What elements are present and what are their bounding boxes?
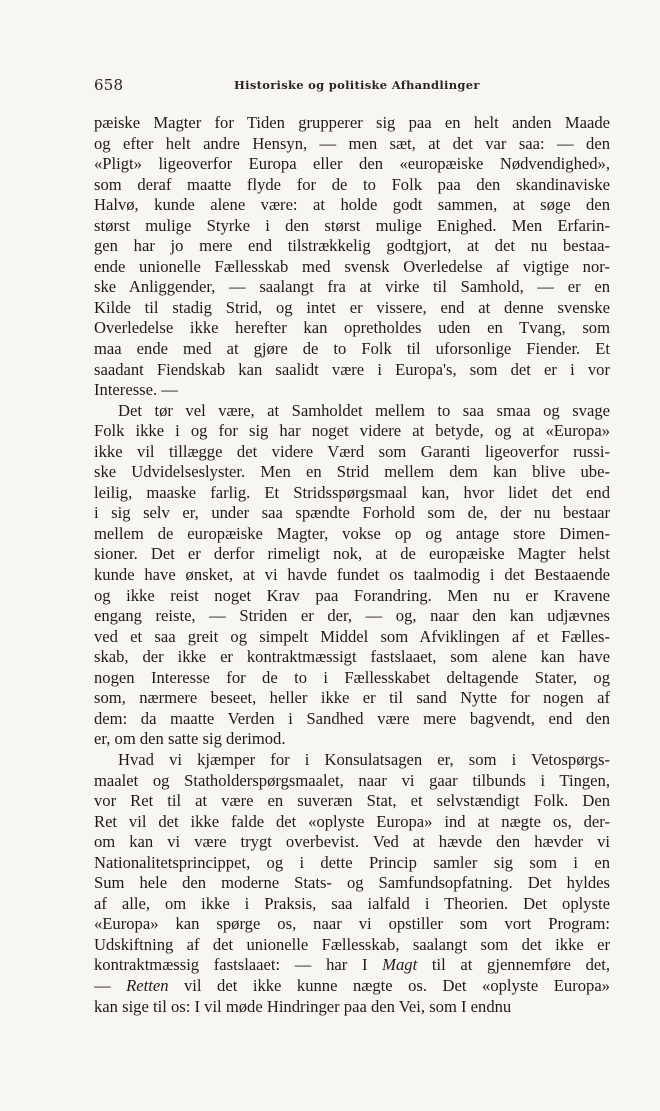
text-line: Kilde til stadig Strid, og intet er vissere, end at denne svenske <box>94 297 610 317</box>
page-number: 658 <box>94 76 124 94</box>
text-line: kunde have ønsket, at vi havde fundet os taalmodig i det Bestaaende <box>94 565 610 585</box>
text-line: Hvad vi kjæmper for i Konsulatsagen er, som i Vetospørgs- <box>118 749 610 769</box>
text-line: størst mulige Styrke i den størst mulige Enighed. Men Erfarin- <box>94 215 610 235</box>
text-line: maalet og Statholderspørgsmaalet, naar vi gaar tilbunds i Tingen, <box>94 770 610 790</box>
text-line: kan sige til os: I vil møde Hindringer paa den Vei, som I endnu <box>94 996 512 1016</box>
text-line: Overledelse ikke herefter kan opretholdes uden en Tvang, som <box>94 318 610 338</box>
text-line: saadant Fiendskab kan saalidt være i Europa's, som det er i vor <box>94 359 610 379</box>
text-line: ende unionelle Fællesskab med svensk Overledelse af vigtige nor- <box>94 256 610 276</box>
page-header <box>94 76 610 98</box>
text-line: af alle, om ikke i Praksis, saa ialfald i Theorien. Det oplyste <box>94 893 610 913</box>
paragraph <box>94 113 610 401</box>
text-line: engang reiste, — Striden er der, — og, naar den kan udjævnes <box>94 606 610 626</box>
text-line: dem: da maatte Verden i Sandhed være mere bagvendt, end den <box>94 708 610 728</box>
text-line: Udskiftning af det unionelle Fællesskab, saalangt som det ikke er <box>94 934 610 954</box>
text-line: og ikke reist noget Krav paa Forandring. Men nu er Kravene <box>94 585 610 605</box>
text-line: leilig, maaske farlig. Et Stridsspørgsmaal kan, hvor lidet det end <box>94 482 610 502</box>
text-line: mellem de europæiske Magter, vokse op og antage store Dimen- <box>94 523 610 543</box>
text-line: Halvø, kunde alene være: at holde godt sammen, at søge den <box>94 195 610 215</box>
text-line: ikke vil tillægge det videre Værd som Garanti ligeoverfor russi- <box>94 441 610 461</box>
text-line: som, nærmere beseet, heller ikke er til sand Nytte for nogen af <box>94 688 610 708</box>
text-line: ved et saa greit og simpelt Middel som Afviklingen af et Fælles- <box>94 626 610 646</box>
text-line: og efter helt andre Hensyn, — men sæt, at det var saa: — den <box>94 133 610 153</box>
text-line: Folk ikke i og for sig har noget videre at betyde, og at «Europa» <box>94 421 610 441</box>
text-line: maa ende med at gjøre de to Folk til uforsonlige Fiender. Et <box>94 339 610 359</box>
text-line: Ret vil det ikke falde det «oplyste Europa» ind at nægte os, der- <box>94 811 610 831</box>
text-line: skab, der ikke er kontraktmæssigt fastslaaet, som alene kan have <box>94 647 610 667</box>
text-line: Sum hele den moderne Stats- og Samfundsopfatning. Det hyldes <box>94 873 610 893</box>
text-line: som deraf maatte flyde for de to Folk paa den skandinaviske <box>94 174 610 194</box>
text-line: ske Anliggender, — saalangt fra at virke til Samhold, — er en <box>94 277 610 297</box>
text-line: gen har jo mere end tilstrækkelig godtgjort, at det nu bestaa- <box>94 236 610 256</box>
text-line: nogen Interesse for de to i Fællesskabet deltagende Stater, og <box>94 667 610 687</box>
paragraph <box>94 401 610 750</box>
paragraph <box>94 750 610 1017</box>
text-line: vor Ret til at være en suveræn Stat, et selvstændigt Folk. Den <box>94 791 610 811</box>
paragraphs <box>94 113 610 1017</box>
text-line: sioner. Det er derfor rimeligt nok, at de europæiske Magter helst <box>94 544 610 564</box>
text-line: Interesse. — <box>94 380 178 400</box>
text-line: i sig selv er, under saa spændte Forhold som de, der nu bestaar <box>94 503 610 523</box>
text-line: kontraktmæssig fastslaaet: — har I Magt til at gjennemføre det, <box>94 955 610 975</box>
running-title: Historiske og politiske Afhandlinger <box>234 78 480 92</box>
text-line: Det tør vel være, at Samholdet mellem to saa smaa og svage <box>118 400 610 420</box>
text-line: om kan vi være trygt overbevist. Ved at hævde den hævder vi <box>94 832 610 852</box>
text-line: — Retten vil det ikke kunne nægte os. Det «oplyste Europa» <box>94 975 610 995</box>
text-line: er, om den satte sig derimod. <box>94 729 286 749</box>
body-text <box>94 113 610 1017</box>
text-line: «Europa» kan spørge os, naar vi opstiller som vort Program: <box>94 914 610 934</box>
text-line: ske Udvidelseslyster. Men en Strid mellem dem kan blive ube- <box>94 462 610 482</box>
text-line: pæiske Magter for Tiden grupperer sig paa en helt anden Maade <box>94 113 610 132</box>
text-line: «Pligt» ligeoverfor Europa eller den «europæiske Nødvendighed», <box>94 154 610 174</box>
text-line: Nationalitetsprincippet, og i dette Princip samler sig som i en <box>94 852 610 872</box>
